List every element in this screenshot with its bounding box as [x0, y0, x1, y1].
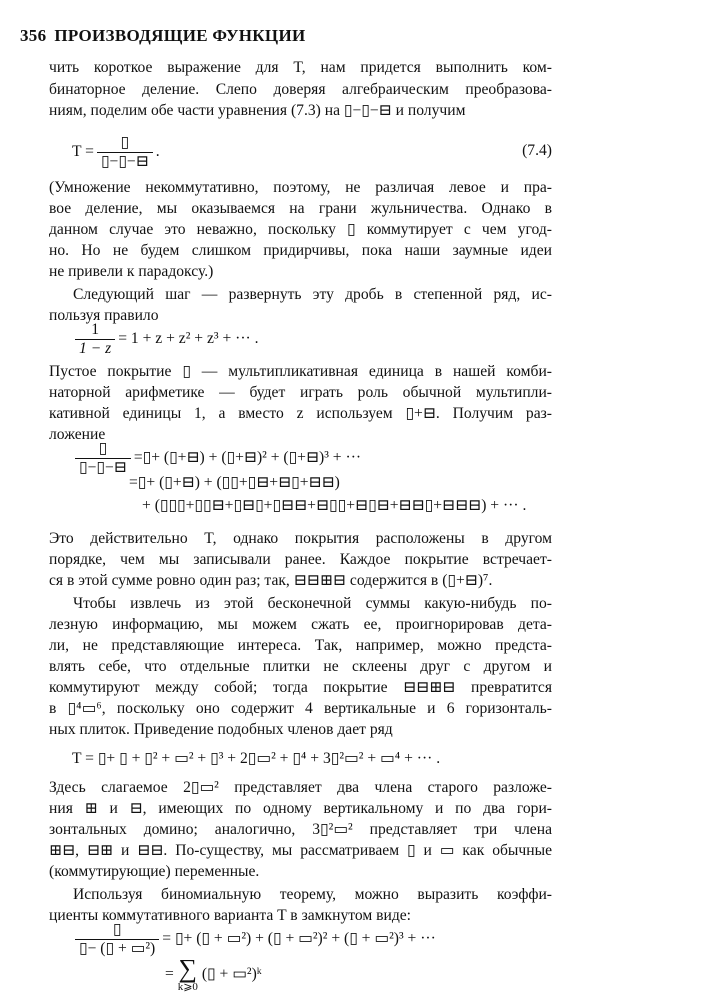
geometric-series-equation — [72, 321, 259, 358]
denominator: ▯− (▯ + ▭²) — [75, 939, 159, 958]
fraction — [75, 921, 159, 958]
text-line: циенты коммутативного варианта T в замкнутом виде: — [49, 907, 412, 924]
numerator: 1 — [91, 321, 99, 338]
eq-tail: . — [155, 143, 160, 161]
text-line: коммутируют между собой; тогда покрытие ⊟⊟⊞⊟ превратится — [49, 679, 552, 696]
text-line: Это действительно T, однако покрытия расположены в другом — [49, 530, 552, 547]
sum-index: k⩾0 — [177, 981, 198, 993]
text-line: Здесь слагаемое 2▯▭² представляет два члена старого разложе- — [49, 779, 552, 796]
text-line: влять себе, что отдельные плитки не склеены друг с другом и — [49, 658, 552, 675]
text-line: ⊞⊟, ⊟⊞ и ⊟⊟. По-существу, мы рассматриваем ▯ и ▭ как обычные — [49, 842, 552, 859]
text-line: но. Но не будем слишком придирчивы, пока наши заумные идеи — [49, 242, 552, 259]
denominator: ▯−▯−⊟ — [97, 152, 153, 171]
expansion-equation — [72, 440, 361, 477]
equation-label: (7.4) — [522, 142, 552, 159]
numerator: ▯ — [112, 921, 122, 938]
text-line: Чтобы извлечь из этой бесконечной суммы какую-нибудь по- — [73, 595, 552, 612]
text-line: кативной единицы 1, а вместо z используем ▯+⊟. Получим раз- — [49, 405, 552, 422]
text-line: вое деление, мы оказываемся на грани жульничества. Однако в — [49, 200, 552, 217]
text-line: пользуя правило — [49, 307, 159, 324]
text-line: Следующий шаг — развернуть эту дробь в степенной ряд, ис- — [73, 286, 552, 303]
fraction — [75, 440, 131, 477]
text-line: зонтальных домино; аналогично, 3▯²▭² представляет три члена — [49, 821, 552, 838]
text-line: (коммутирующие) переменные. — [49, 863, 260, 880]
text-line: в ▯⁴▭⁶, поскольку оно содержит 4 вертикальные и 6 горизонталь- — [49, 700, 552, 717]
text-line: не привели к парадоксу.) — [49, 263, 214, 280]
denominator: 1 − z — [75, 339, 115, 358]
commutative-series-equation: T = ▯+ ▯ + ▯² + ▭² + ▯³ + 2▯▭² + ▯⁴ + 3▯²▭² + ▭⁴ + ··· . — [72, 750, 441, 767]
expansion-row-3: + (▯▯▯+▯▯⊟+▯⊟▯+▯⊟⊟+⊟▯▯+⊟▯⊟+⊟⊟▯+⊟⊟⊟) + ··· . — [142, 497, 527, 514]
binomial-equation — [72, 921, 436, 958]
equation-7-4 — [72, 134, 160, 171]
equals-sign: = — [165, 965, 174, 983]
text-line: наторной арифметике — будет играть роль обычной мультипли- — [49, 384, 552, 401]
fraction — [97, 134, 153, 171]
denominator: ▯−▯−⊟ — [75, 458, 131, 477]
binomial-row-2 — [165, 954, 262, 993]
text-line: лезную информацию, мы можем сжать ее, проигнорировав дета- — [49, 616, 552, 633]
eq-rhs: = 1 + z + z² + z³ + ··· . — [118, 330, 259, 348]
running-header — [20, 26, 306, 46]
expansion-row-1: =▯+ (▯+⊟) + (▯+⊟)² + (▯+⊟)³ + ··· — [133, 449, 362, 467]
expansion-row-2: =▯+ (▯+⊟) + (▯▯+▯⊟+⊟▯+⊟⊟) — [129, 474, 340, 491]
text-line: ния ⊞ и ⊟, имеющих по одному вертикальному и по два гори- — [49, 800, 552, 817]
summand: (▯ + ▭²)ᵏ — [201, 965, 262, 983]
text-line: ли, не представляющие интереса. Так, например, можно предста- — [49, 637, 552, 654]
sigma-symbol: ∑ — [178, 954, 198, 983]
text-line: ложение — [49, 426, 106, 443]
text-line: чить короткое выражение для T, нам придется выполнить ком- — [49, 59, 552, 76]
chapter-title: ПРОИЗВОДЯЩИЕ ФУНКЦИИ — [54, 26, 306, 45]
text-line: Используя биномиальную теорему, можно выразить коэффи- — [73, 886, 552, 903]
text-line: ниям, поделим обе части уравнения (7.3) на ▯−▯−⊟ и получим — [49, 102, 466, 119]
text-line: (Умножение некоммутативно, поэтому, не различая левое и пра- — [49, 179, 552, 196]
summation — [177, 954, 198, 993]
fraction — [75, 321, 115, 358]
text-line: порядке, чем мы записывали ранее. Каждое покрытие встречает- — [49, 551, 552, 568]
text-line: бинаторное деление. Слепо доверяя алгебраическим преобразова- — [49, 81, 552, 98]
numerator: ▯ — [98, 440, 108, 457]
text-line: ся в этой сумме ровно один раз; так, ⊟⊟⊞⊟ содержится в (▯+⊟)⁷. — [49, 572, 493, 589]
binomial-row-1: = ▯+ (▯ + ▭²) + (▯ + ▭²)² + (▯ + ▭²)³ + ··· — [162, 930, 436, 948]
text-line: данном случае это неважно, поскольку ▯ коммутирует с чем угод- — [49, 221, 552, 238]
eq-lhs: T = — [72, 143, 94, 161]
page-number: 356 — [20, 26, 47, 45]
text-line: Пустое покрытие ▯ — мультипликативная единица в нашей комби- — [49, 363, 552, 380]
numerator: ▯ — [120, 134, 130, 151]
text-line: ных плиток. Приведение подобных членов дает ряд — [49, 721, 393, 738]
